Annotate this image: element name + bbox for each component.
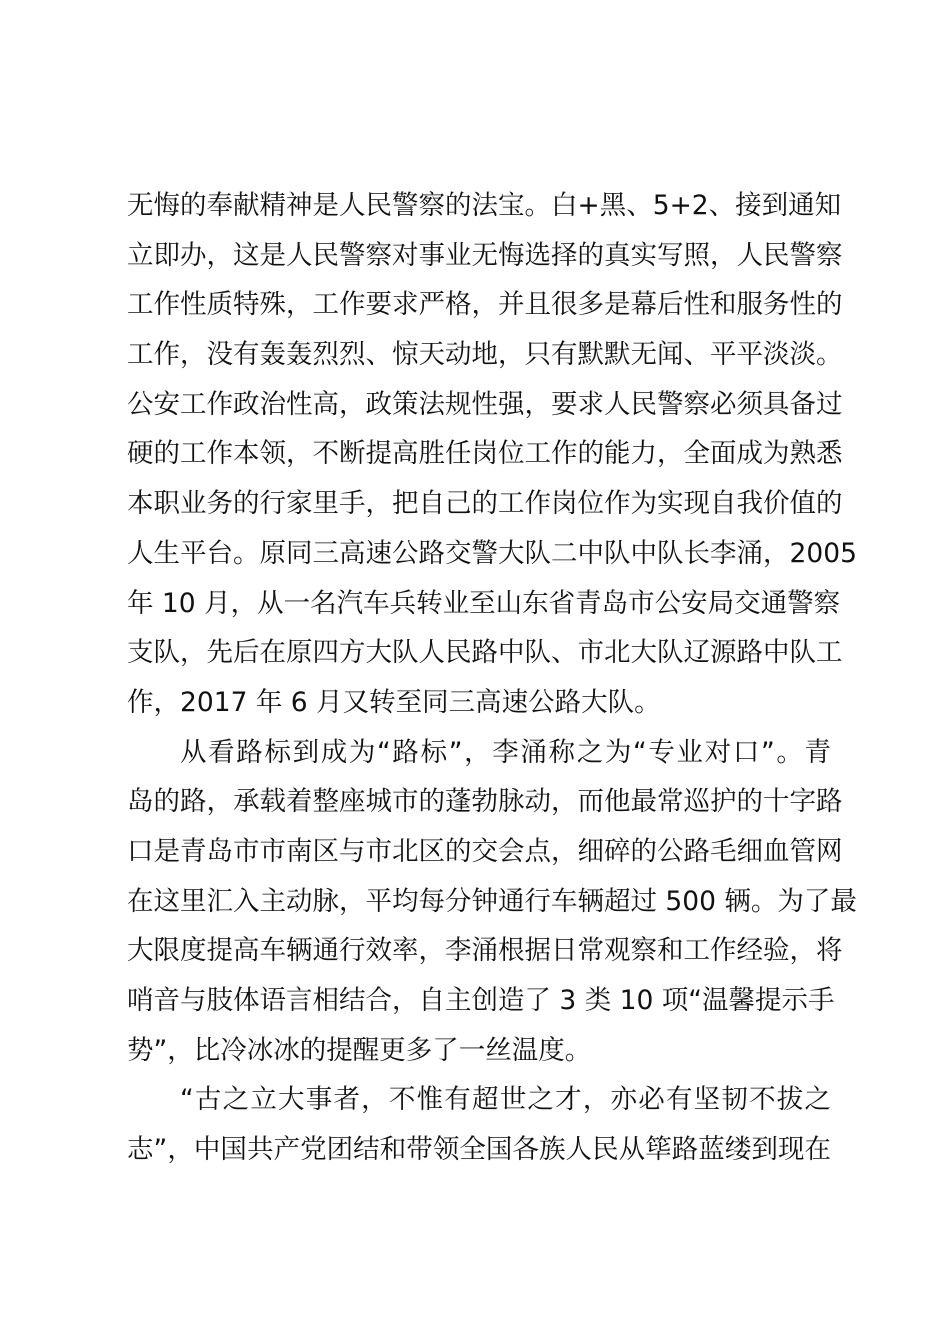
- text-line: 在这里汇入主动脉，平均每分钟通行车辆超过 500 辆。为了最: [127, 885, 857, 917]
- text-line: 工作，没有轰轰烈烈、惊天动地，只有默默无闻、平平淡淡。: [127, 339, 843, 371]
- text-line: 志”，中国共产党团结和带领全国各族人民从筚路蓝缕到现在: [127, 1134, 831, 1166]
- text-line: “古之立大事者，不惟有超世之才，亦必有坚韧不拔之: [180, 1084, 831, 1116]
- text-line: 口是青岛市市南区与市北区的交会点，细碎的公路毛细血管网: [127, 835, 843, 867]
- text-line: 大限度提高车辆通行效率，李涌根据日常观察和工作经验，将: [127, 935, 843, 967]
- text-line: 工作性质特殊，工作要求严格，并且很多是幕后性和服务性的: [127, 289, 843, 321]
- text-line: 立即办，这是人民警察对事业无悔选择的真实写照，人民警察: [127, 239, 843, 271]
- text-line: 人生平台。原同三高速公路交警大队二中队中队长李涌，2005: [127, 537, 857, 569]
- text-line: 支队，先后在原四方大队人民路中队、市北大队辽源路中队工: [127, 637, 843, 669]
- document-body: [127, 181, 857, 1175]
- text-line: 公安工作政治性高，政策法规性强，要求人民警察必须具备过: [127, 388, 843, 420]
- text-line: 无悔的奉献精神是人民警察的法宝。白+黑、5+2、接到通知: [127, 190, 842, 221]
- text-line: 哨音与肢体语言相结合，自主创造了 3 类 10 项“温馨提示手: [127, 985, 835, 1016]
- text-line: 从看路标到成为“路标”，李涌称之为“专业对口”。青: [180, 736, 831, 768]
- text-line: 岛的路，承载着整座城市的蓬勃脉动，而他最常巡护的十字路: [127, 786, 843, 818]
- text-line: 本职业务的行家里手，把自己的工作岗位作为实现自我价值的: [127, 488, 843, 520]
- text-line: 年 10 月，从一名汽车兵转业至山东省青岛市公安局交通警察: [127, 587, 841, 619]
- text-line: 作，2017 年 6 月又转至同三高速公路大队。: [127, 686, 661, 718]
- text-line: 势”，比冷冰冰的提醒更多了一丝温度。: [127, 1034, 592, 1066]
- text-line: 硬的工作本领，不断提高胜任岗位工作的能力，全面成为熟悉: [127, 438, 843, 470]
